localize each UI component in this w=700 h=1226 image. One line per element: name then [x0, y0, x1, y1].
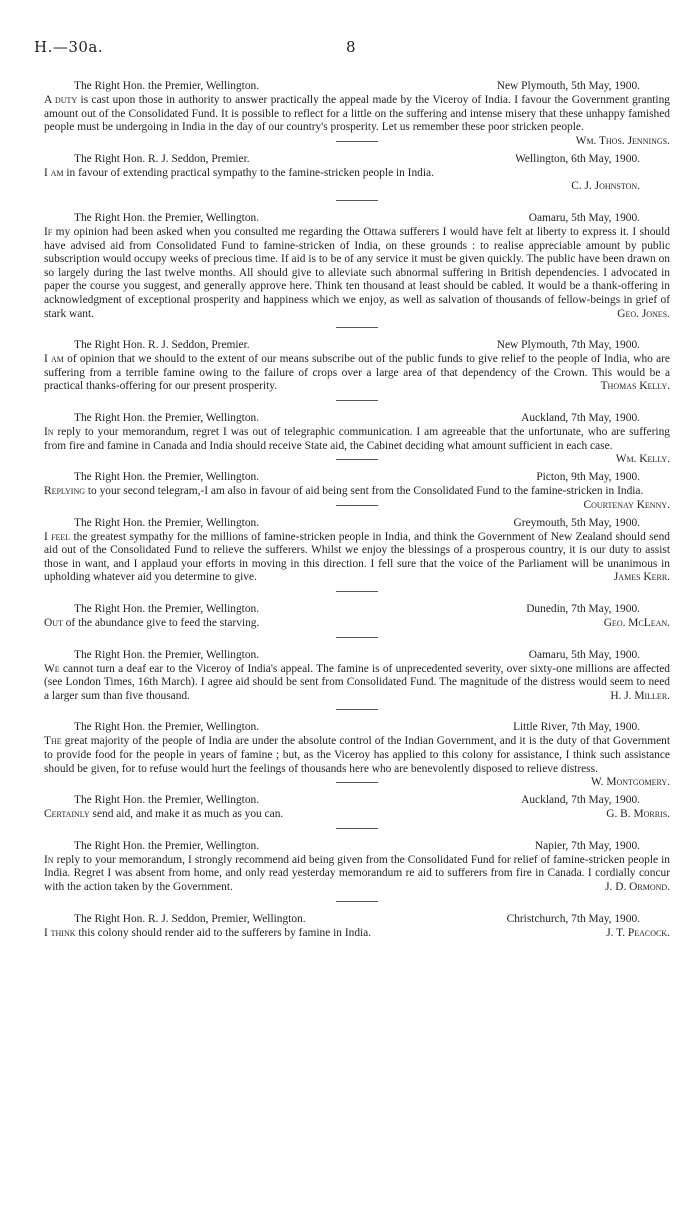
- letter-recipient: The Right Hon. the Premier, Wellington.: [74, 839, 260, 852]
- separator-rule: [336, 200, 378, 201]
- letter-entry: [44, 517, 670, 585]
- separator-rule: [336, 901, 378, 902]
- letter-signature: J. T. Peacock.: [606, 926, 670, 939]
- letter-text: [44, 927, 670, 941]
- letter-body-text: of the abundance give to feed the starving.: [62, 617, 260, 630]
- letter-place-date: New Plymouth, 5th May, 1900.: [496, 80, 640, 92]
- letter-address-line: [44, 603, 670, 617]
- letter-body-text: the greatest sympathy for the millions of famine-stricken people in India, and think the Government of New Zealand should send aid out of the Consolidated Fund to relieve the sufferers. Whilst we enjoy the blessings of a prosperous country, it is our duty to assist those in want, and I applaud your efforts in moving in this direction. I fell sure that the voice of the Parliament will be unanimous in upholding whatever aid you determine to give.: [44, 530, 670, 584]
- letter-address-line: [44, 649, 670, 663]
- letter-address-line: [44, 517, 670, 531]
- page-number: 8: [346, 38, 356, 56]
- letter-entry: [44, 840, 670, 895]
- separator-rule: [336, 591, 378, 592]
- letter-place-date: Oamaru, 5th May, 1900.: [528, 211, 640, 224]
- letter-opening-words: I am: [44, 353, 64, 366]
- separator-rule: [336, 327, 378, 328]
- letter-opening-words: Certainly: [44, 808, 90, 821]
- letter-signature: Geo. McLean.: [603, 617, 670, 630]
- letter-text: [44, 226, 670, 321]
- letter-entry: [44, 721, 670, 789]
- letter-recipient: The Right Hon. the Premier, Wellington.: [74, 721, 260, 734]
- letter-recipient: The Right Hon. R. J. Seddon, Premier, Wellington.: [74, 912, 306, 925]
- letter-entry: [44, 212, 670, 321]
- letter-opening-words: Replying: [44, 485, 86, 498]
- letter-signature: J. D. Ormond.: [605, 881, 670, 893]
- letter-text: [44, 353, 670, 394]
- letter-opening-words: We: [44, 662, 60, 675]
- letter-entry: [44, 794, 670, 822]
- letter-recipient: The Right Hon. the Premier, Wellington.: [74, 516, 260, 529]
- letter-text: [44, 735, 670, 789]
- separator-rule: [336, 828, 378, 829]
- letter-body-text: cannot turn a deaf ear to the Viceroy of India's appeal. The famine is of unprecedented severity, over sixty-one millions are affected (see London Times, 16th March). I agree aid should be sent from Consolidated Fund. The magnitude of the distress would seem to need a larger sum than five thousand.: [44, 662, 670, 702]
- letter-recipient: The Right Hon. the Premier, Wellington.: [74, 411, 260, 424]
- letter-body-text: send aid, and make it as much as you can.: [89, 808, 284, 821]
- letter-opening-words: The: [44, 735, 62, 748]
- letter-address-line: [44, 913, 670, 927]
- letter-opening-words: Out: [44, 617, 63, 630]
- letter-entry: [44, 411, 670, 466]
- letter-entry: [44, 913, 670, 941]
- letter-text: [44, 94, 670, 147]
- letter-body-text: of opinion that we should to the extent of our means subscribe out of the public funds to give relief to the people of India, who are suffering from a terrible famine owing to the failure of crops over a large area of that dependency of the Crown. This would be a practical thanks-offering for our present prosperity.: [44, 353, 670, 393]
- letter-place-date: Napier, 7th May, 1900.: [534, 839, 640, 852]
- letter-place-date: Auckland, 7th May, 1900.: [521, 794, 640, 807]
- separator-rule: [336, 459, 378, 460]
- letter-text: [44, 531, 670, 585]
- letter-place-date: Auckland, 7th May, 1900.: [521, 411, 640, 424]
- letter-place-date: Greymouth, 5th May, 1900.: [513, 516, 640, 529]
- letter-signature: W. Montgomery.: [590, 776, 670, 789]
- letter-body-text: is cast upon those in authority to answer practically the appeal made by the Viceroy of India. I favour the Government granting amount out of the Consolidated Fund. It is possible to reflect for a little on the suffering and intense misery that these unhappy famished people must be undergoing in India in the day of our country's prosperity. Let us remember these poor stricken people.: [44, 94, 670, 134]
- letter-text: [44, 485, 670, 511]
- letter-text: [44, 808, 670, 822]
- letter-recipient: The Right Hon. the Premier, Wellington.: [74, 648, 260, 661]
- letter-place-date: Oamaru, 5th May, 1900.: [528, 648, 640, 661]
- letter-place-date: Wellington, 6th May, 1900.: [515, 152, 640, 165]
- letter-address-line: [44, 412, 670, 426]
- letter-recipient: The Right Hon. the Premier, Wellington.: [74, 794, 260, 807]
- separator-rule: [336, 141, 378, 142]
- letter-recipient: The Right Hon. the Premier, Wellington.: [74, 80, 260, 92]
- letter-body-text: great majority of the people of India are under the absolute control of the Indian Government, and it is the duty of that Government to provide food for the people in years of famine ; but, as the Viceroy has applied to this colony for assistance, I think such assistance should be given, for to refuse would hurt the feelings of thousands here who are benevolently disposed to relieve distress.: [44, 735, 670, 775]
- separator-rule: [336, 637, 378, 638]
- letter-address-line: [44, 721, 670, 735]
- letter-opening-words: If: [44, 225, 53, 238]
- letter-opening-words: A duty: [44, 94, 78, 106]
- letter-signature: C. J. Johnston.: [571, 180, 640, 193]
- separator-rule: [336, 400, 378, 401]
- letter-recipient: The Right Hon. the Premier, Wellington.: [74, 603, 260, 616]
- letter-signature: James Kerr.: [613, 571, 670, 584]
- letter-opening-words: I think: [44, 926, 76, 939]
- separator-rule: [336, 782, 378, 783]
- letter-text: [44, 617, 670, 631]
- letter-body-text: reply to your memorandum, regret I was out of telegraphic communication. I am agreeable that the unfortunate, who are suffering from fire and famine in Canada and India should receive State aid, the Cabinet deciding what amount sufficient in each case.: [44, 425, 670, 452]
- letter-address-line: [44, 153, 670, 167]
- letter-text: [44, 663, 670, 704]
- letter-body-text: in favour of extending practical sympathy to the famine-stricken people in India.: [63, 166, 434, 179]
- letter-entry: [44, 603, 670, 631]
- letter-recipient: The Right Hon. the Premier, Wellington.: [74, 471, 260, 484]
- letter-entry: [44, 471, 670, 511]
- letter-text: [44, 167, 670, 181]
- letter-place-date: Little River, 7th May, 1900.: [513, 721, 640, 734]
- letter-address-line: [44, 212, 670, 226]
- letter-opening-words: In: [44, 853, 54, 866]
- letter-signature: Wm. Thos. Jennings.: [575, 134, 670, 147]
- letter-address-line: [44, 794, 670, 808]
- page-header: [34, 38, 674, 58]
- letter-opening-words: In: [44, 425, 54, 438]
- letter-body-text: this colony should render aid to the sufferers by famine in India.: [75, 926, 372, 939]
- letter-opening-words: I am: [44, 166, 64, 179]
- separator-rule: [336, 709, 378, 710]
- letter-place-date: Dunedin, 7th May, 1900.: [526, 603, 640, 616]
- letter-address-line: [44, 840, 670, 854]
- letter-address-line: [44, 471, 670, 485]
- letters-body: [44, 80, 670, 940]
- letter-body-text: my opinion had been asked when you consulted me regarding the Ottawa sufferers I would have felt at liberty to express it. I should have advised aid from Consolidated Fund to famine-stricken of India, on these grounds : to realise appreciable amount by public subscription would occupy weeks of precious time. If aid is to be of any service it must be given quickly. The public have been drawn on so largely during the last twelve months. All should give to alleviate such abnormal suffering in British dependencies. I advocated in paper the course you suggest, and generally approve here. Think ten thousand at least should be cabled. It would be a thank-offering in acknowledgment of exceptional prosperity and happiness which we enjoy, as well as salvation of thousands of fellow-beings in grief of stark want.: [44, 225, 670, 320]
- letter-signature: Thomas Kelly.: [600, 380, 670, 393]
- letter-signature: Geo. Jones.: [617, 307, 670, 320]
- letter-address-line: [44, 339, 670, 353]
- letter-body-text: reply to your memorandum, I strongly recommend aid being given from the Consolidated Fund for relief of famine-stricken people in India. Regret I was absent from home, and only read yesterday memorandum re aid to sufferers from fire in Canada. I cordially concur with the action taken by the Government.: [44, 853, 670, 893]
- letter-entry: [44, 649, 670, 704]
- letter-signature: Courtenay Kenny.: [583, 498, 670, 511]
- letter-opening-words: I feel: [44, 530, 71, 543]
- letter-signature: H. J. Miller.: [610, 689, 670, 702]
- letter-signature: G. B. Morris.: [606, 808, 670, 821]
- document-reference: H.—30a.: [34, 38, 104, 56]
- letter-place-date: New Plymouth, 7th May, 1900.: [496, 339, 640, 352]
- letter-entry: [44, 153, 670, 194]
- letter-body-text: to your second telegram,-I am also in favour of aid being sent from the Consolidated Fund to the famine-stricken in India.: [85, 485, 644, 498]
- letter-text: [44, 425, 670, 466]
- letter-address-line: [44, 80, 670, 94]
- separator-rule: [336, 505, 378, 506]
- letter-entry: [44, 339, 670, 394]
- letter-recipient: The Right Hon. the Premier, Wellington.: [74, 211, 260, 224]
- letter-signature: Wm. Kelly.: [615, 453, 670, 466]
- letter-place-date: Picton, 9th May, 1900.: [536, 471, 640, 484]
- letter-entry: [44, 80, 670, 147]
- letter-place-date: Christchurch, 7th May, 1900.: [506, 912, 640, 925]
- letter-recipient: The Right Hon. R. J. Seddon, Premier.: [74, 152, 250, 165]
- letter-text: [44, 854, 670, 895]
- letter-recipient: The Right Hon. R. J. Seddon, Premier.: [74, 339, 250, 352]
